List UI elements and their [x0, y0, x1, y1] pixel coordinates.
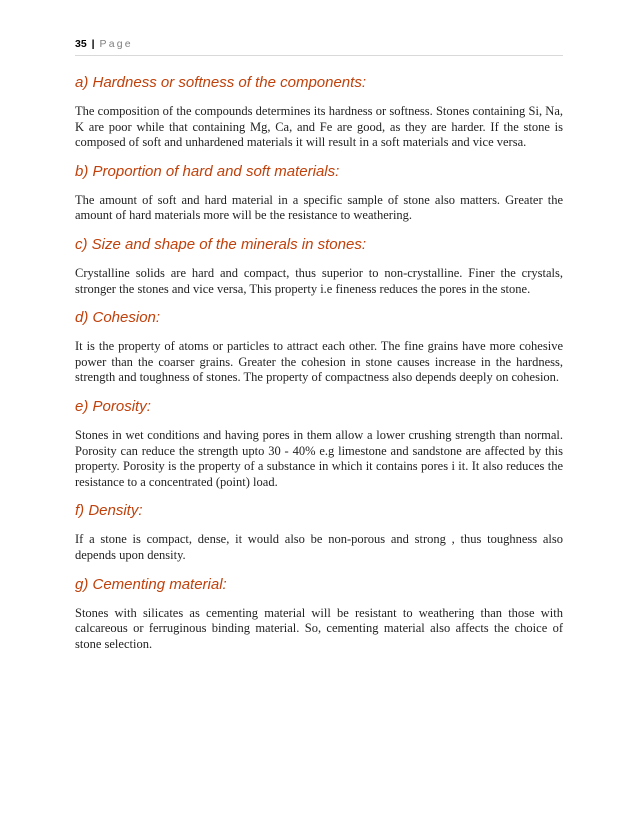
section-heading: g) Cementing material: — [75, 575, 227, 593]
section-heading: c) Size and shape of the minerals in stones: — [75, 235, 366, 253]
section-body: Stones in wet conditions and having pores in them allow a lower crushing strength than normal. Porosity can reduce the strength upto 30 - 40% e.g limestone and sandstone are affected by this property. Porosity is the property of a substance in which it contains pores i it. It also reduces the resistance to a concentrated (point) load. — [75, 427, 563, 489]
section-body: Stones with silicates as cementing material will be resistant to weathering than those with calcareous or ferruginous binding material. So, cementing material also affects the choice of stone selection. — [75, 605, 563, 651]
header-separator: | — [91, 38, 95, 50]
section-proportion — [75, 163, 563, 224]
section-body: Crystalline solids are hard and compact, thus superior to non-crystalline. Finer the crystals, stronger the stones and vice versa, This property i.e fineness reduces the pores in the stone. — [75, 265, 563, 296]
section-heading: e) Porosity: — [75, 397, 151, 415]
section-porosity — [75, 398, 563, 490]
section-body: The amount of soft and hard material in a specific sample of stone also matters. Greater the amount of hard materials more will be the resistance to weathering. — [75, 192, 563, 223]
section-heading: a) Hardness or softness of the components: — [75, 74, 366, 91]
page-label: Page — [99, 38, 133, 50]
section-cohesion — [75, 309, 563, 386]
section-heading: d) Cohesion: — [75, 309, 161, 327]
section-body: It is the property of atoms or particles to attract each other. The fine grains have more cohesive power than the coarser grains. Greater the cohesion in stone causes increase in the hardness, strength and toughness of stones. The property of compactness also depends deeply on cohesion. — [75, 339, 563, 385]
section-size-shape — [75, 236, 563, 297]
section-heading: b) Proportion of hard and soft materials: — [75, 162, 340, 180]
section-hardness — [75, 74, 563, 151]
page-content — [75, 74, 563, 664]
page-number: 35 — [75, 38, 87, 50]
page-header — [75, 37, 563, 56]
section-body: If a stone is compact, dense, it would also be non-porous and strong , thus toughness also depends upon density. — [75, 532, 563, 562]
section-cementing-material — [75, 576, 563, 653]
section-body: The composition of the compounds determines its hardness or softness. Stones containing Si, Na, K are poor while that containing Mg, Ca, and Fe are good, as they are harder. If the stone is composed of soft and unhardened materials it will result in a soft materials and vice versa. — [75, 104, 563, 150]
section-density — [75, 502, 563, 563]
section-heading: f) Density: — [75, 502, 143, 520]
